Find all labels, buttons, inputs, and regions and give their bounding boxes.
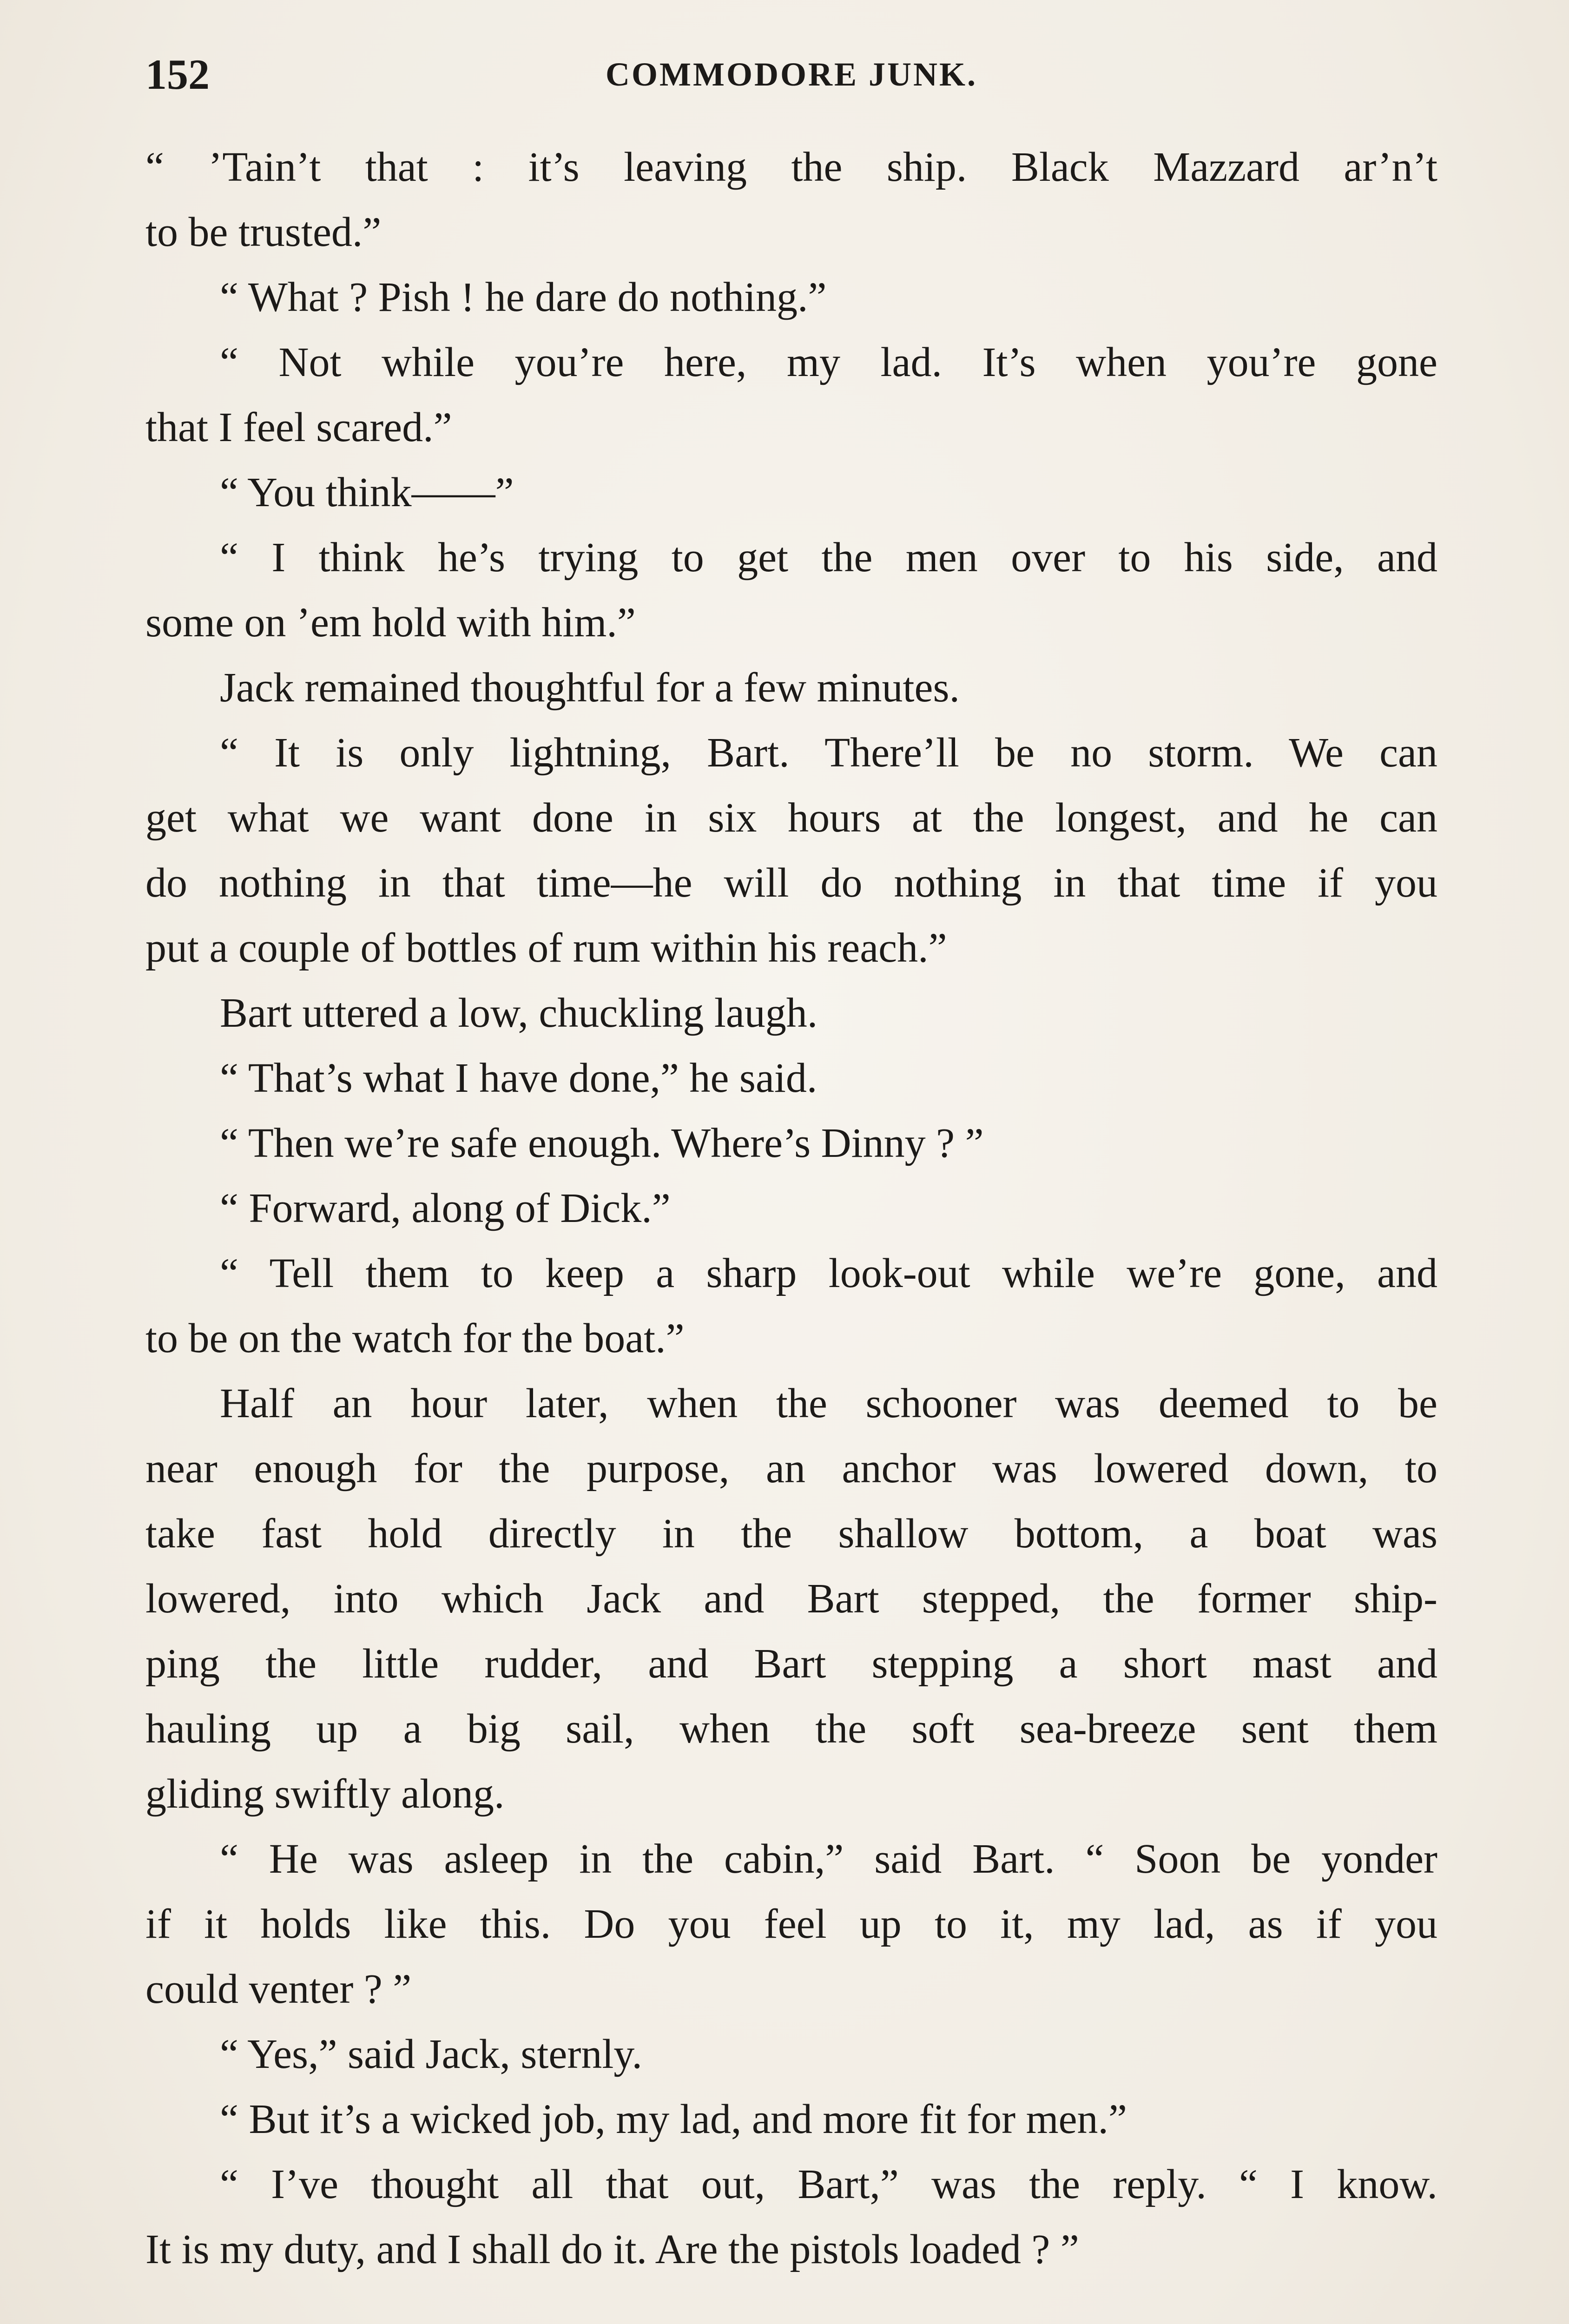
text-line: Bart uttered a low, chuckling laugh. [220, 990, 818, 1036]
text-line: “ Forward, along of Dick.” [220, 1185, 671, 1231]
text-line: could venter ? ” [145, 1966, 412, 2012]
page-header [145, 46, 1437, 102]
text-line: Half an hour later, when the schooner was deemed to be [220, 1380, 1437, 1426]
text-line: “ Not while you’re here, my lad. It’s when you’re gone [220, 339, 1437, 385]
text-line: near enough for the purpose, an anchor was lowered down, to [145, 1446, 1437, 1492]
text-line: Jack remained thoughtful for a few minutes. [220, 665, 960, 711]
text-line: put a couple of bottles of rum within his reach.” [145, 925, 947, 971]
text-line: “ I think he’s trying to get the men over to his side, and [220, 535, 1437, 581]
text-line: “ It is only lightning, Bart. There’ll be no storm. We can [220, 730, 1437, 776]
text-line: to be on the watch for the boat.” [145, 1315, 685, 1361]
text-line: “ You think——” [220, 469, 514, 515]
text-line: lowered, into which Jack and Bart stepped, the former ship- [145, 1576, 1437, 1622]
text-line: “ ’Tain’t that : it’s leaving the ship. Black Mazzard ar’n’t [145, 144, 1437, 190]
text-line: ping the little rudder, and Bart stepping a short mast and [145, 1641, 1437, 1687]
text-line: if it holds like this. Do you feel up to it, my lad, as if you [145, 1901, 1437, 1947]
text-line: “ That’s what I have done,” he said. [220, 1055, 817, 1101]
text-line: “ Yes,” said Jack, sternly. [220, 2031, 643, 2077]
text-line: “ I’ve thought all that out, Bart,” was the reply. “ I know. [220, 2161, 1437, 2207]
text-line: “ He was asleep in the cabin,” said Bart. “ Soon be yonder [220, 1836, 1437, 1882]
text-line: to be trusted.” [145, 209, 382, 255]
text-line: some on ’em hold with him.” [145, 600, 636, 646]
page-number: 152 [145, 51, 210, 98]
text-line: “ But it’s a wicked job, my lad, and more fit for men.” [220, 2096, 1127, 2142]
text-line: hauling up a big sail, when the soft sea-breeze sent them [145, 1706, 1437, 1752]
text-line: get what we want done in six hours at the longest, and he can [145, 795, 1437, 841]
text-line: do nothing in that time—he will do nothing in that time if you [145, 860, 1437, 906]
running-title: COMMODORE JUNK. [606, 56, 977, 93]
text-line: gliding swiftly along. [145, 1771, 505, 1817]
text-line: that I feel scared.” [145, 404, 452, 450]
text-line: “ What ? Pish ! he dare do nothing.” [220, 274, 827, 320]
body-text [145, 135, 1437, 2282]
text-line: take fast hold directly in the shallow bottom, a boat was [145, 1511, 1437, 1557]
text-line: It is my duty, and I shall do it. Are the pistols loaded ? ” [145, 2226, 1079, 2272]
text-line: “ Then we’re safe enough. Where’s Dinny ? ” [220, 1120, 984, 1166]
text-line: “ Tell them to keep a sharp look-out while we’re gone, and [220, 1250, 1437, 1296]
